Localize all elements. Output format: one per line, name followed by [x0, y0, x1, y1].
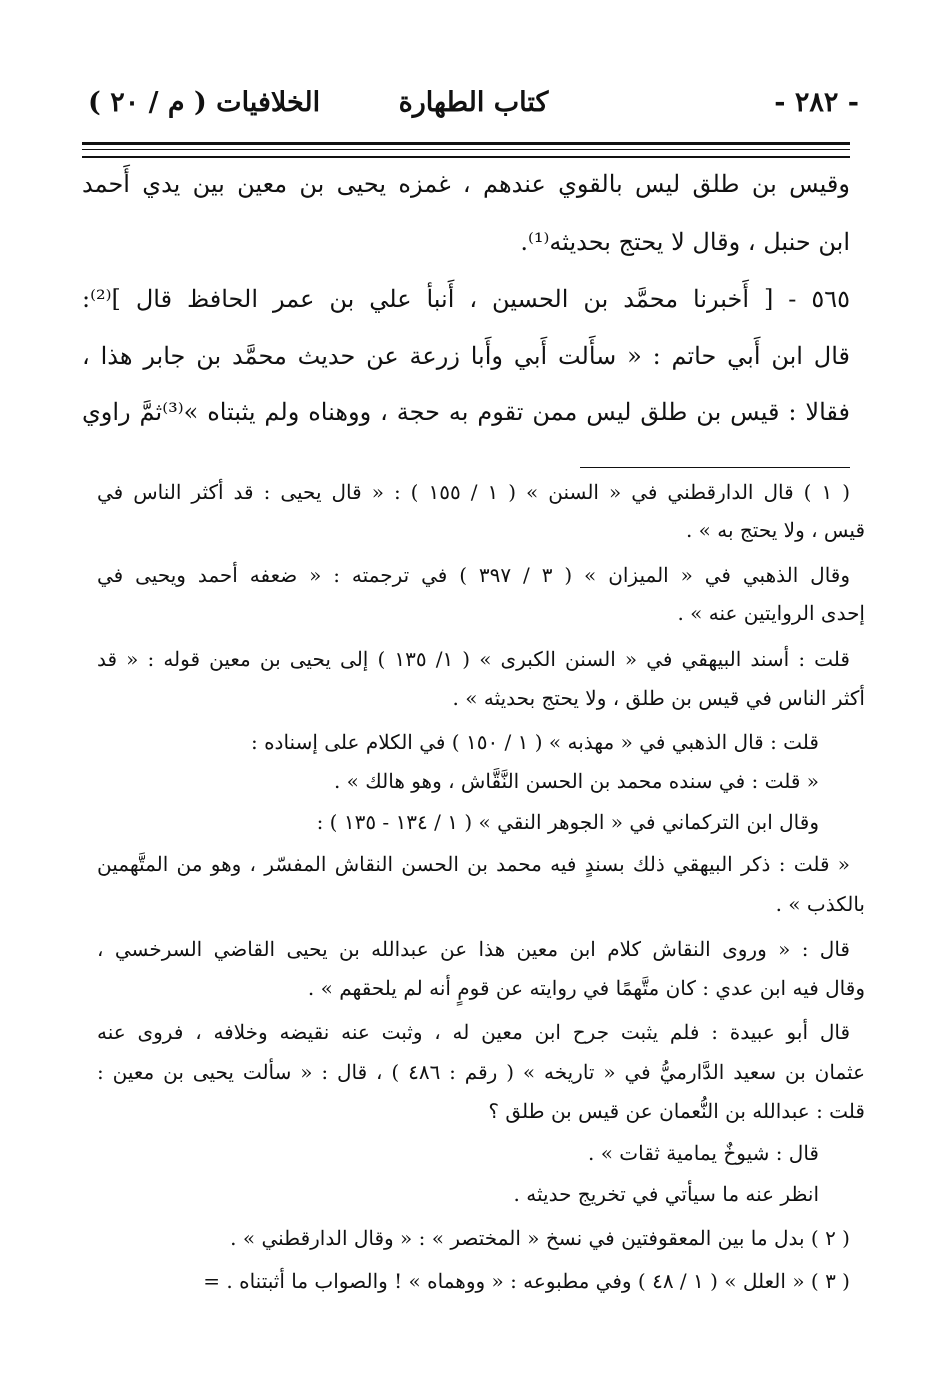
- footnote-line: « قلت : في سنده محمد بن الحسن النَّقَّاش ، وهو هالك » .: [333, 769, 819, 793]
- footnote-line: عثمان بن سعيد الدَّارميُّ في « تاريخه » ( رقم : ٤٨٦ ) ، قال : « سألت يحيى بن معين :: [97, 1060, 865, 1084]
- footnote-line: انظر عنه ما سيأتي في تخريج حديثه .: [513, 1182, 819, 1206]
- header-rule-thin: [82, 149, 850, 150]
- footnote-line: وقال الذهبي في « الميزان » ( ٣ / ٣٩٧ ) في ترجمته : « ضعفه أحمد ويحيى في: [97, 563, 851, 587]
- footnote-line: « قلت : ذكر البيهقي ذلك بسندٍ فيه محمد بن الحسن النقاش المفسّر ، وهو من المتَّهمين: [97, 852, 850, 876]
- footnote-line: ( ٢ ) بدل ما بين المعقوفتين في نسخ « المختصر » : « وقال الدارقطني » .: [230, 1226, 850, 1250]
- footnote-line: قال : « وروى النقاش كلام ابن معين هذا عن عبدالله بن يحيى القاضي السرخسي ،: [97, 937, 850, 961]
- footnote-line: أكثر الناس في قيس بن طلق ، ولا يحتج بحديثه » .: [452, 686, 865, 710]
- footnote-line: ( ١ ) قال الدارقطني في « السنن » ( ١ / ١٥٥ ) : « قال يحيى : قد أكثر الناس في: [97, 480, 851, 504]
- footnote-line: قلت : عبدالله بن النُّعمان عن قيس بن طلق ؟: [488, 1099, 865, 1123]
- footnote-line: وقال فيه ابن عدي : كان متَّهمًا في روايته عن قومٍ أنه لم يلحقهم » .: [307, 976, 865, 1000]
- section-title: الخلافيات ( م / ٢٠ ): [88, 87, 321, 118]
- footnote-line: قال : شيوخٌ يمامية ثقات » .: [588, 1141, 819, 1165]
- header-rule-thick: [82, 142, 850, 145]
- footnote-separator: [580, 467, 850, 468]
- header-rule-bottom: [82, 156, 850, 158]
- footnote-line: قلت : قال الذهبي في « مهذبه » ( ١ / ١٥٠ ) في الكلام على إسناده :: [250, 730, 819, 754]
- footnote-line: إحدى الروايتين عنه » .: [677, 601, 865, 625]
- main-text-line: ٥٦٥ - [ أَخبرنا محمَّد بن الحسين ، أَنبأ علي بن عمر الحافظ قال ]⁽²⁾:: [82, 285, 850, 313]
- main-text-line: وقيس بن طلق ليس بالقوي عندهم ، غمزه يحيى بن معين بين يدي أَحمد: [82, 170, 850, 198]
- footnote-line: قلت : أسند البيهقي في « السنن الكبرى » ( ١/ ١٣٥ ) إلى يحيى بن معين قوله : « قد: [97, 647, 850, 671]
- footnote-line: قال أبو عبيدة : فلم يثبت جرح ابن معين له ، وثبت عنه نقيضه وخلافه ، فروى عنه: [97, 1020, 850, 1044]
- main-text-line: فقالا : قيس بن طلق ليس ممن تقوم به حجة ، ووهناه ولم يثبتاه »⁽³⁾ثمَّ راوي: [82, 398, 851, 426]
- footnote-line: ( ٣ ) « العلل » ( ١ / ٤٨ ) وفي مطبوعه : « ووهماه » ! والصواب ما أثبتناه . =: [203, 1269, 850, 1293]
- footnote-line: بالكذب » .: [775, 892, 865, 916]
- footnote-line: وقال ابن التركماني في « الجوهر النقي » ( ١ / ١٣٤ - ١٣٥ ) :: [316, 810, 819, 834]
- main-text-line: ابن حنبل ، وقال لا يحتج بحديثه⁽¹⁾.: [520, 228, 850, 256]
- book-title: كتاب الطهارة: [398, 87, 549, 118]
- footnote-line: قيس ، ولا يحتج به » .: [685, 518, 865, 542]
- page-number: - ٢٨٢ -: [774, 87, 859, 118]
- main-text-line: قال ابن أَبي حاتم : « سأَلت أَبي وأَبا زرعة عن حديث محمَّد بن جابر هذا ،: [82, 342, 850, 370]
